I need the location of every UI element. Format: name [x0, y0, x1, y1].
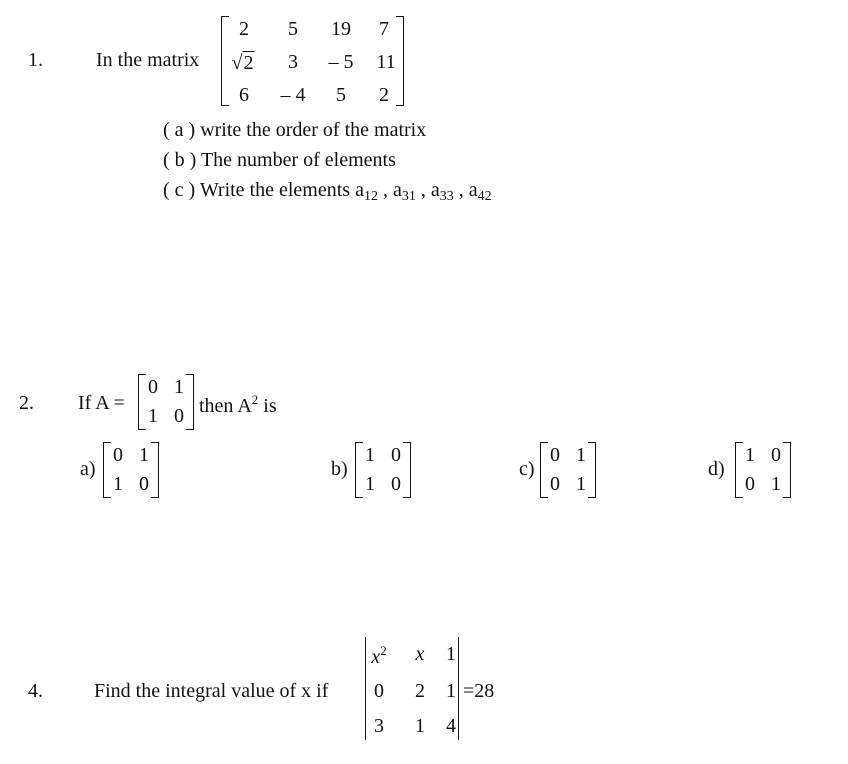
matrix-cell: 1 — [365, 473, 375, 495]
det-cell: 1 — [446, 680, 456, 702]
matrix-cell: 1 — [365, 444, 375, 466]
matrix-cell: 0 — [148, 376, 158, 398]
matrix-cell: 5 — [336, 84, 346, 106]
matrix-cell: 0 — [391, 444, 401, 466]
det-cell: 1 — [446, 643, 456, 665]
right-bar — [458, 637, 459, 740]
option-a-label[interactable]: a) — [80, 458, 96, 480]
option-c-label[interactable]: c) — [519, 458, 535, 480]
matrix-cell: 0 — [550, 473, 560, 495]
question-1-number: 1. — [28, 49, 43, 71]
det-cell-x-squared: $x^2$ — [371, 643, 387, 668]
matrix-cell: 1 — [576, 473, 586, 495]
left-bracket — [221, 16, 229, 106]
matrix-cell: 0 — [113, 444, 123, 466]
part-c-prefix: ( c ) Write the elements — [163, 179, 351, 201]
matrix-cell: 6 — [239, 84, 249, 106]
matrix-cell: – 4 — [280, 84, 306, 106]
matrix-A — [138, 374, 194, 430]
right-bracket — [396, 16, 404, 106]
matrix-cell: 11 — [376, 51, 396, 73]
matrix-cell: 0 — [550, 444, 560, 466]
matrix-cell: 0 — [745, 473, 755, 495]
element-a42: $a_{42}$ — [468, 179, 492, 204]
matrix-cell: – 5 — [328, 51, 354, 73]
matrix-cell: 2 — [239, 18, 249, 40]
option-b-matrix[interactable] — [355, 442, 411, 498]
question-1-matrix — [221, 16, 404, 106]
left-bar — [365, 637, 366, 740]
matrix-cell: 3 — [288, 51, 298, 73]
element-a31: $a_{31}$ — [392, 179, 416, 204]
matrix-cell: 1 — [139, 444, 149, 466]
matrix-cell-sqrt2 — [232, 51, 255, 75]
question-4-prompt: Find the integral value of x if — [94, 680, 329, 702]
question-4-determinant — [365, 637, 459, 740]
question-4-equals: =28 — [463, 680, 495, 702]
det-cell: 1 — [415, 715, 425, 737]
option-b-label[interactable]: b) — [331, 458, 348, 480]
question-1-part-a: ( a ) write the order of the matrix — [163, 119, 427, 141]
det-cell: 0 — [374, 680, 384, 702]
matrix-cell: 1 — [113, 473, 123, 495]
matrix-cell: 2 — [379, 84, 389, 106]
matrix-cell: 1 — [771, 473, 781, 495]
det-cell: x — [415, 643, 425, 665]
matrix-cell: 1 — [745, 444, 755, 466]
question-2-prompt-suffix: then $A^2$ is — [199, 392, 277, 417]
matrix-cell: 0 — [174, 405, 184, 427]
det-cell: 3 — [374, 715, 384, 737]
matrix-cell: 0 — [391, 473, 401, 495]
matrix-cell: 19 — [331, 18, 351, 40]
option-d-label[interactable]: d) — [708, 458, 725, 480]
matrix-cell: 1 — [174, 376, 184, 398]
det-cell: 4 — [446, 715, 456, 737]
question-2-prompt-prefix: If A = — [78, 392, 125, 414]
option-c-matrix[interactable] — [540, 442, 596, 498]
question-2-number: 2. — [19, 392, 34, 414]
matrix-cell: 7 — [379, 18, 389, 40]
option-a-matrix[interactable] — [103, 442, 159, 498]
element-a12: $a_{12}$ — [355, 179, 378, 204]
matrix-cell: 5 — [288, 18, 298, 40]
sqrt-symbol: √2 — [231, 52, 254, 74]
question-1-part-b: ( b ) The number of elements — [163, 149, 396, 171]
matrix-cell: 1 — [148, 405, 158, 427]
question-1-prompt: In the matrix — [96, 49, 200, 71]
matrix-cell: 0 — [139, 473, 149, 495]
matrix-cell: 1 — [576, 444, 586, 466]
matrix-cell: 0 — [771, 444, 781, 466]
element-a33: $a_{33}$ — [430, 179, 454, 204]
det-cell: 2 — [415, 680, 425, 702]
question-4-number: 4. — [28, 680, 43, 702]
question-1-part-c: ( c ) Write the elements $a_{12}$ , $a_{31}$ , $a_{33}$ , $a_{42}$ — [163, 179, 492, 204]
option-d-matrix[interactable] — [735, 442, 791, 498]
